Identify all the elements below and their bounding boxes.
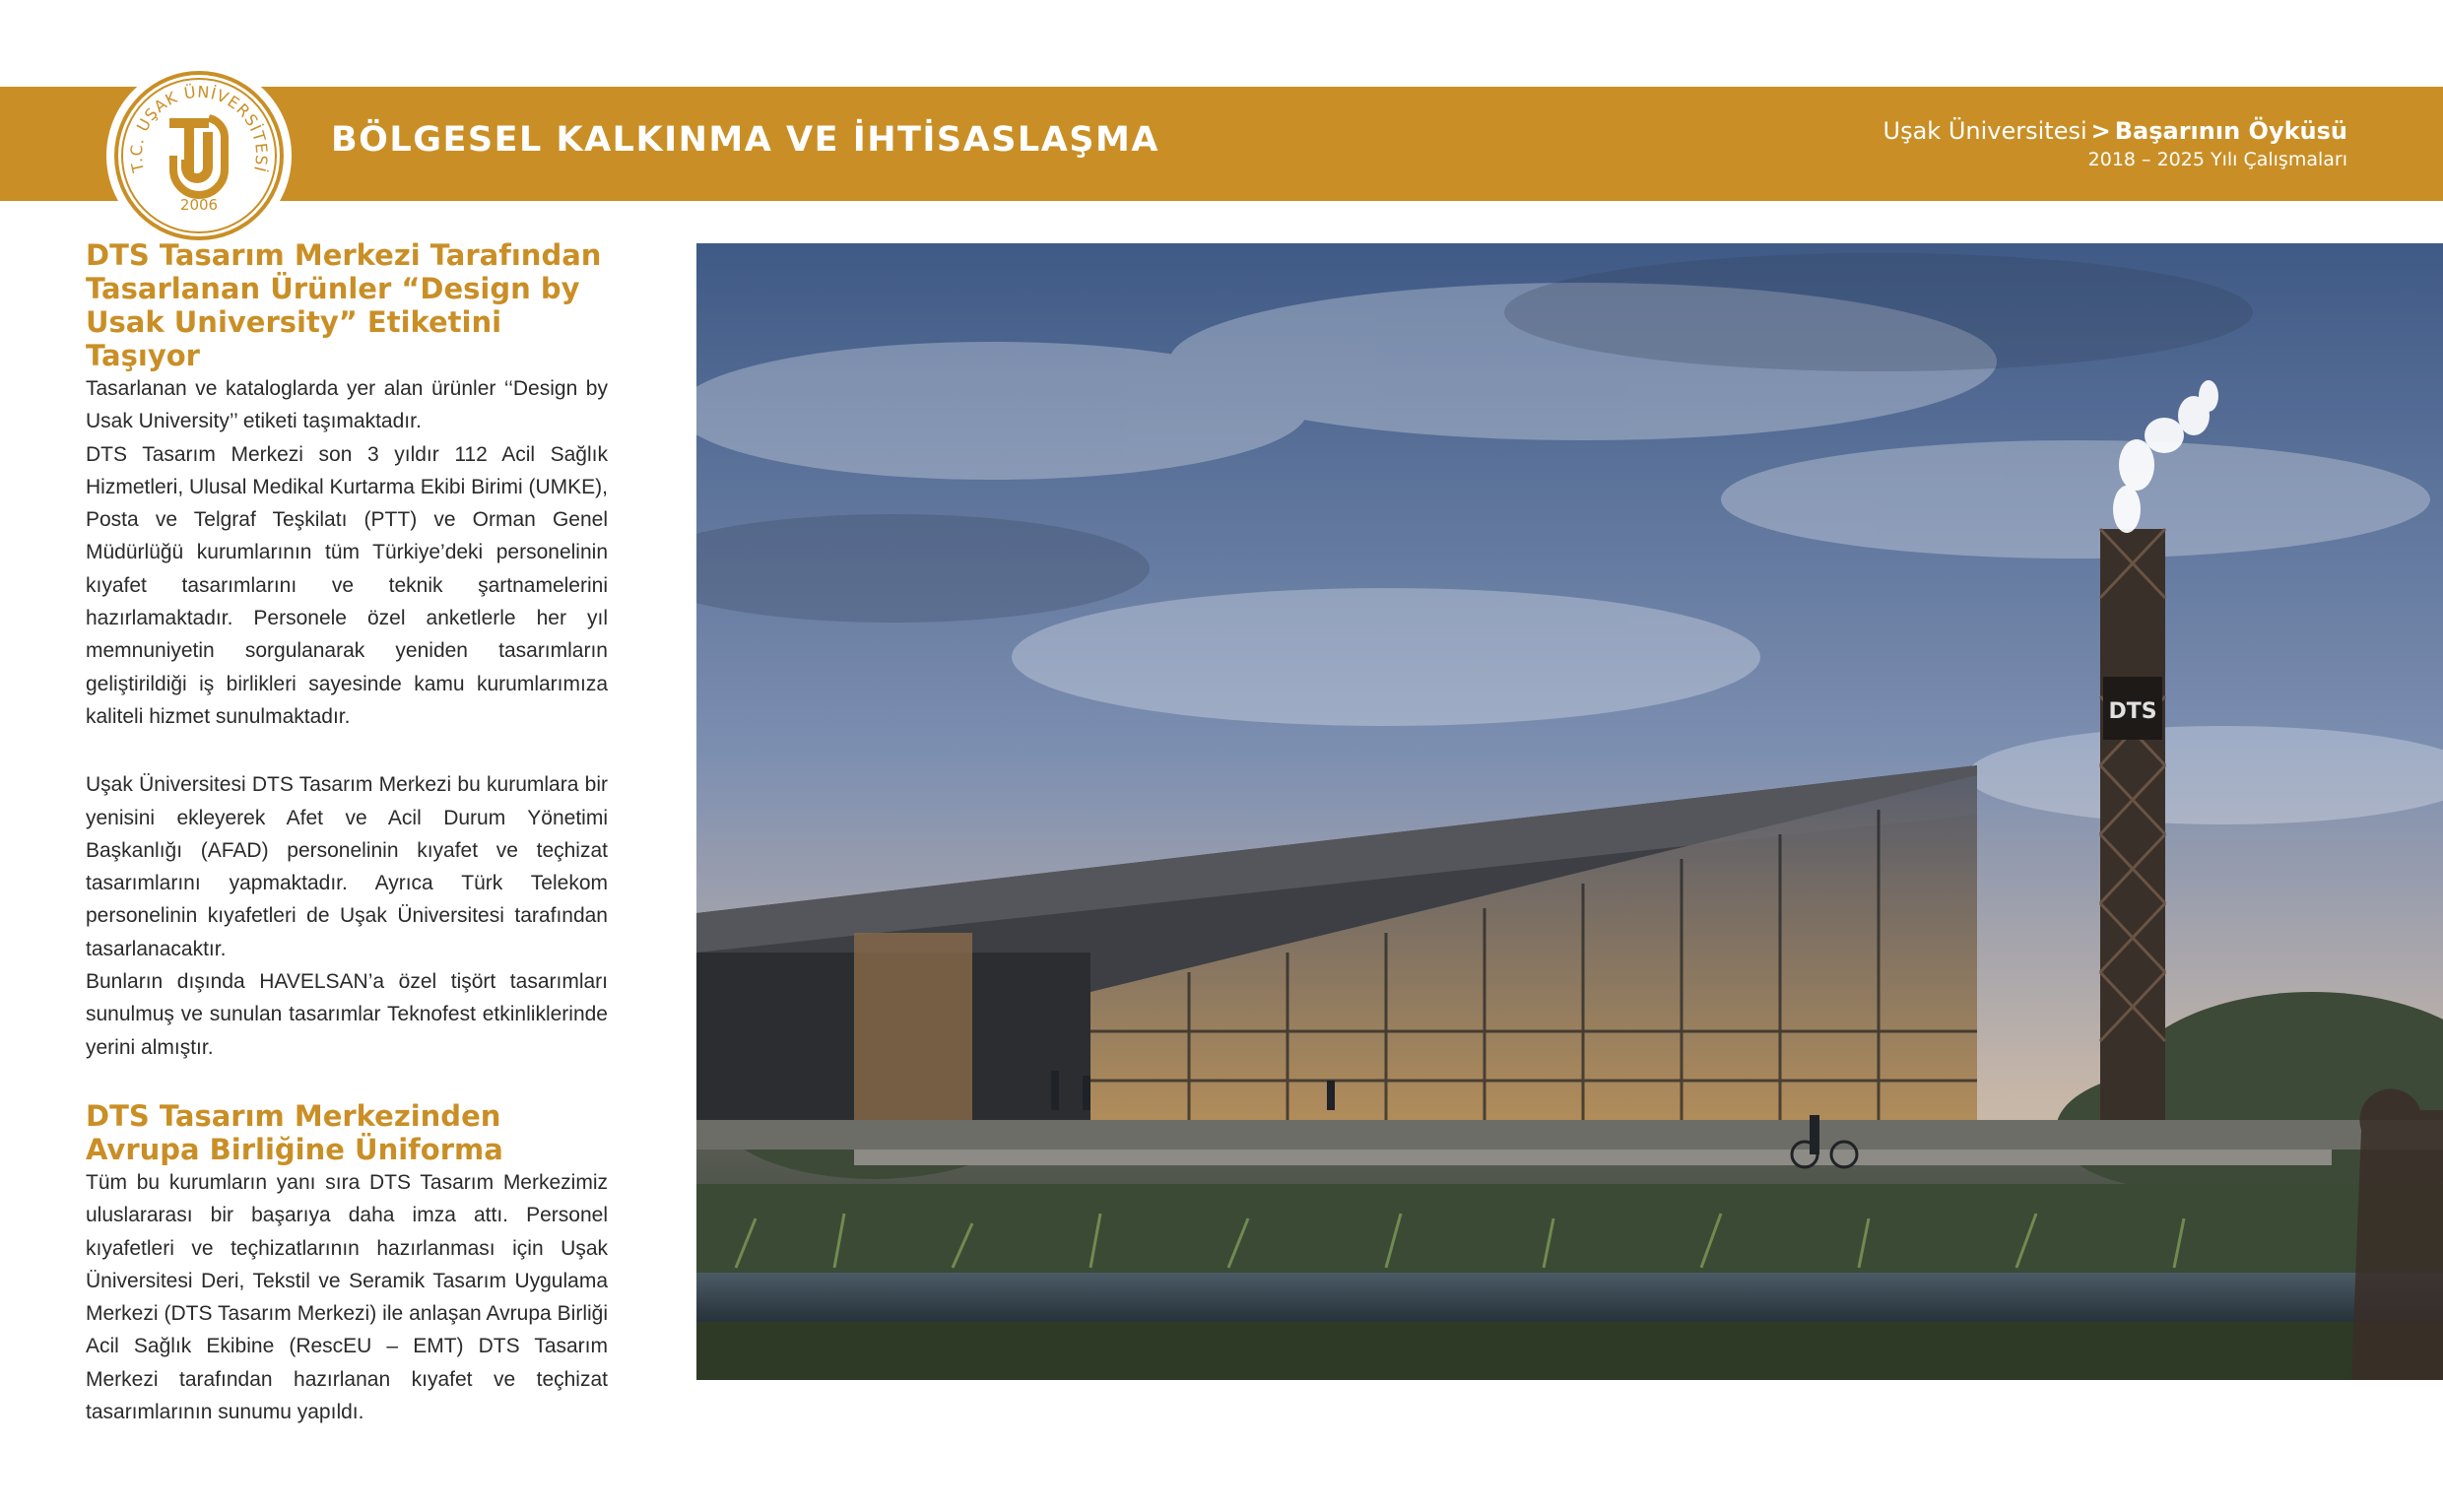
breadcrumb-separator: > (2090, 117, 2111, 145)
logo-year: 2006 (179, 196, 219, 214)
university-logo (104, 61, 294, 250)
publication-subtitle: Başarının Öyküsü (2114, 117, 2347, 145)
paragraph-design-label: Tasarlanan ve kataloglarda yer alan ürünler ‘‘Design by Usak University’’ etiketi taşımaktadır. (86, 377, 608, 433)
building-render-image (696, 243, 2443, 1380)
section-heading-eu-uniform: DTS Tasarım Merkezinden Avrupa Birliğine Üniforma (86, 1098, 503, 1166)
section-heading-design-label: DTS Tasarım Merkezi Tarafından Tasarlanan Ürünler “Design by Usak University” Etiketini Taşıyor (86, 238, 602, 372)
article-column (86, 238, 608, 1428)
page-title: BÖLGESEL KALKINMA VE İHTİSASLAŞMA (331, 120, 1159, 160)
paragraph-eu-uniform: Tüm bu kurumların yanı sıra DTS Tasarım Merkezimiz uluslararası bir başarıya daha imza attı. Personel kıyafetleri ve teçhizatlarının hazırlanması için Uşak Üniversitesi Deri, Tekstil ve Seramik Tasarım Uygulama Merkezi (DTS Tasarım Merkezi) ile anlaşan Avrupa Birliği Acil Sağlık Ekibine (RescEU – EMT) DTS Tasarım Merkezi tarafından hazırlanan kıyafet ve teçhizat tasarımlarının sunumu yapıldı. (86, 1170, 608, 1424)
tower-sign: DTS (2108, 699, 2157, 724)
paragraph-afad: Uşak Üniversitesi DTS Tasarım Merkezi bu kurumlara bir yenisini ekleyerek Afet ve Acil Durum Yönetimi Başkanlığı (AFAD) personelinin kıyafet ve teçhizat tasarımlarını yapmaktadır. Ayrıca Türk Telekom personelinin kıyafetleri de Uşak Üniversitesi tarafından tasarlanacaktır. (86, 773, 608, 960)
logo-ring-text: T.C. UŞAK ÜNİVERSİTESİ (126, 82, 272, 175)
paragraph-institutions: DTS Tasarım Merkezi son 3 yıldır 112 Acil Sağlık Hizmetleri, Ulusal Medikal Kurtarma Ekibi Birimi (UMKE), Posta ve Telgraf Teşkilatı (PTT) ve Orman Genel Müdürlüğü kurumlarının tüm Türkiye’deki personelinin kıyafet tasarımlarını ve teknik şartnamelerini hazırlamaktadır. Personele özel anketlerle her yıl memnuniyetin sorgulanarak yeniden tasarımların geliştirildiği iş birlikleri sayesinde kamu kurumlarımıza kaliteli hizmet sunulmaktadır. (86, 442, 608, 728)
publication-period: 2018 – 2025 Yılı Çalışmaları (2087, 149, 2347, 170)
publication-info (1883, 116, 2347, 173)
publication-name: Uşak Üniversitesi (1882, 117, 2087, 145)
paragraph-havelsan: Bunların dışında HAVELSAN’a özel tişört tasarımları sunulmuş ve sunulan tasarımlar Teknofest etkinliklerinde yerini almıştır. (86, 970, 608, 1059)
